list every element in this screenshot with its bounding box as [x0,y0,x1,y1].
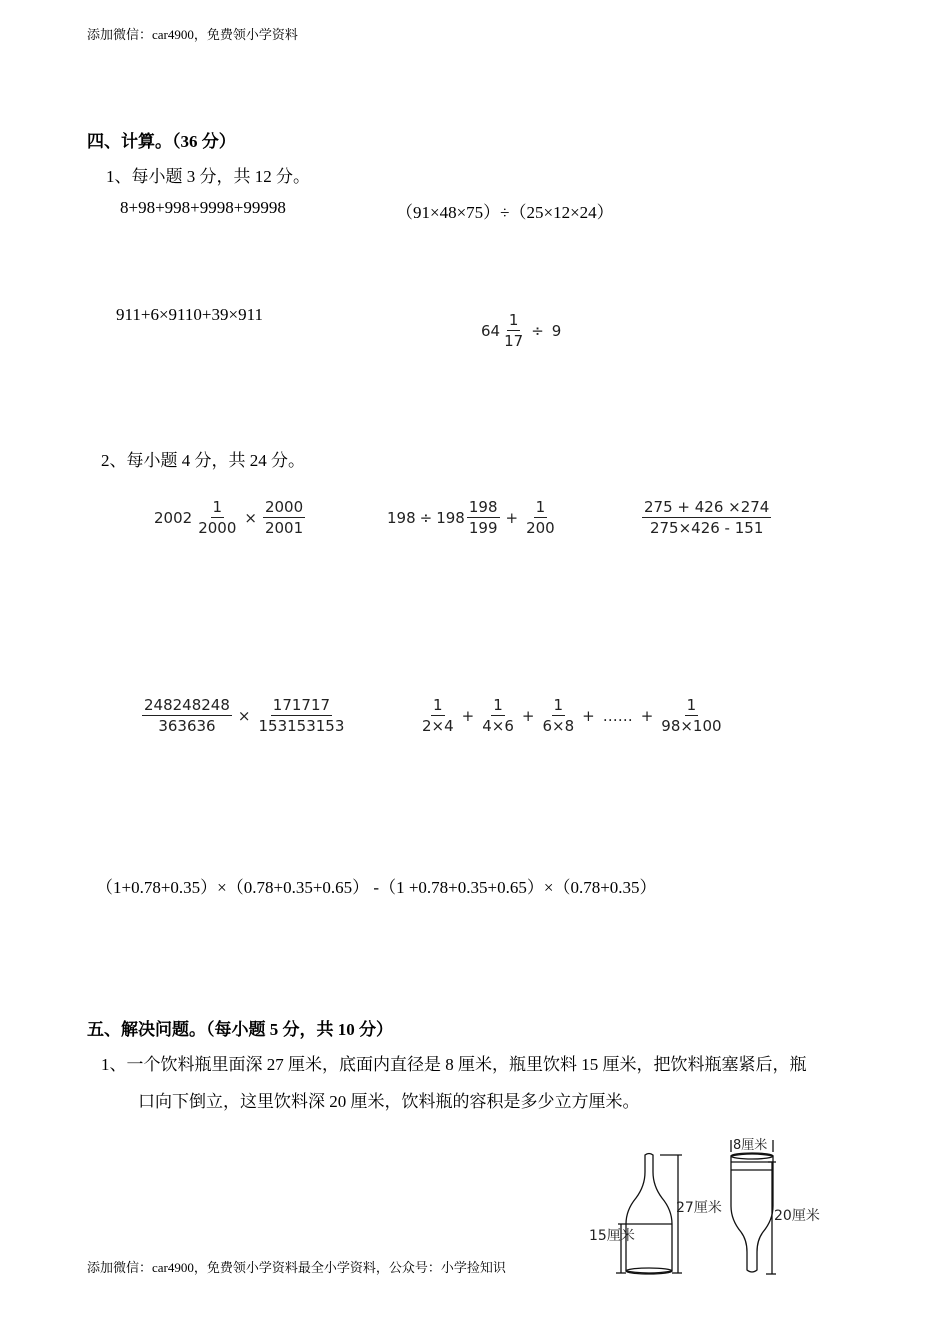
numerator: 1 [535,498,546,516]
denominator: 2000 [198,519,237,537]
numerator: 248248248 [144,696,230,714]
numerator: 171717 [272,696,331,714]
plus-sign: + [505,508,519,527]
page-header: 添加微信：car4900，免费领小学资料 [87,27,298,42]
expression-1c: 911+6×9110+39×911 [116,305,263,324]
part-2-label: 2、每小题 4 分，共 24 分。 [101,451,305,470]
dividend: 198 [387,508,416,527]
plus-sign: + [582,706,595,725]
times-sign: × [237,706,251,725]
plus-sign: + [640,706,654,725]
expression-2e [418,695,726,736]
numerator: 1 [686,696,697,714]
expression-1a: 8+98+998+9998+99998 [120,198,286,217]
fraction [142,695,232,736]
fraction [196,497,238,538]
fraction [420,695,456,736]
upright-bottle [616,1154,682,1275]
denominator: 200 [526,519,555,537]
times-sign: × [244,508,257,527]
divide-sign: ÷ [419,508,433,527]
denominator: 6×8 [542,717,575,735]
numerator: 1 [433,696,443,714]
label-27cm: 27厘米 [676,1200,722,1216]
question-1-line-2: 口向下倒立，这里饮料深 20 厘米，饮料瓶的容积是多少立方厘米。 [138,1092,640,1111]
fraction [502,310,525,351]
expression-1d [481,310,565,351]
numerator: 275 + 426 ×274 [644,498,770,516]
fraction [659,695,723,736]
numerator: 2000 [264,498,304,516]
numerator: 1 [212,498,223,516]
expression-2d [140,695,348,736]
denominator: 17 [504,332,524,350]
inverted-bottle [731,1140,776,1274]
numerator: 1 [508,311,519,329]
denominator: 199 [468,519,498,537]
mixed-number-whole: 64 [481,321,501,340]
mixed-number-whole: 2002 [154,508,193,527]
denominator: 363636 [158,717,216,735]
fraction [467,497,500,538]
numerator: 198 [468,498,498,516]
denominator: 275×426 - 151 [649,519,764,537]
denominator: 2001 [264,519,304,537]
section-4-title: 四、计算。（36 分） [87,132,236,151]
expression-1b: （91×48×75）÷（25×12×24） [396,203,614,222]
label-15cm: 15厘米 [589,1228,635,1244]
expression-2a [154,497,307,538]
denominator: 4×6 [482,717,514,735]
fraction [540,695,576,736]
section-5-title: 五、解决问题。（每小题 5 分，共 10 分） [87,1020,393,1039]
plus-sign: + [461,706,475,725]
numerator: 1 [553,696,564,714]
numerator: 1 [493,696,503,714]
fraction [524,497,557,538]
plus-sign: + [521,706,535,725]
denominator: 2×4 [422,717,454,735]
ellipsis: …… [602,706,633,725]
divisor: 9 [551,321,562,340]
expression-2b [387,497,559,538]
question-1-line-1: 1、一个饮料瓶里面深 27 厘米，底面内直径是 8 厘米，瓶里饮料 15 厘米，把饮料瓶塞紧后，瓶 [101,1055,807,1074]
fraction [256,695,346,736]
fraction [480,695,516,736]
denominator: 98×100 [661,717,722,735]
page-footer: 添加微信：car4900，免费领小学资料最全小学资料，公众号：小学捡知识 [87,1260,506,1275]
fraction [263,497,305,538]
fraction [642,497,771,538]
expression-2c [640,497,773,538]
part-1-label: 1、每小题 3 分，共 12 分。 [106,167,310,186]
divide-sign: ÷ [531,321,544,340]
mixed-number-whole: 198 [436,508,465,527]
label-8cm: 8厘米 [733,1138,768,1153]
expression-2f: （1+0.78+0.35）×（0.78+0.35+0.65） -（1 +0.78+0.35+0.65）×（0.78+0.35） [96,878,657,897]
denominator: 153153153 [258,717,345,735]
label-20cm: 20厘米 [774,1208,820,1224]
